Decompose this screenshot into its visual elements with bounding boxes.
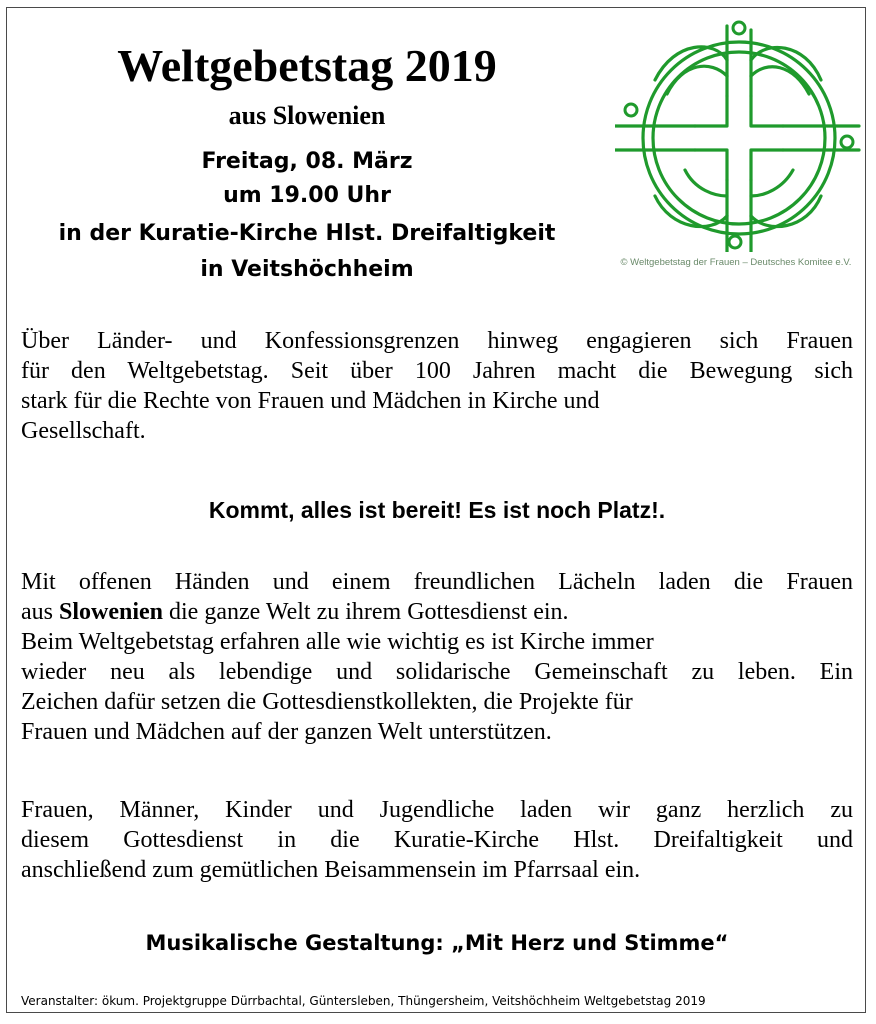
body-text: aus — [21, 599, 59, 625]
event-town: in Veitshöchheim — [200, 257, 414, 282]
body-text: die ganze Welt zu ihrem Gottesdienst ein. — [163, 599, 569, 625]
body-line — [21, 597, 853, 627]
invitation-paragraph — [21, 795, 853, 885]
motto-heading: Kommt, alles ist bereit! Es ist noch Platz!. — [208, 497, 666, 523]
body-line: Zeichen dafür setzen die Gottesdienstkollekten, die Projekte für — [21, 689, 633, 715]
intro-line: Über Länder- und Konfessionsgrenzen hinweg engagieren sich Frauen — [21, 328, 853, 354]
flyer-page — [6, 7, 866, 1013]
body-line: wieder neu als lebendige und solidarische Gemeinschaft zu leben. Ein — [21, 659, 853, 685]
event-date: Freitag, 08. März — [201, 149, 413, 174]
intro-line: für den Weltgebetstag. Seit über 100 Jahren macht die Bewegung sich — [21, 358, 853, 384]
country-name: Slowenien — [59, 599, 164, 625]
event-subtitle: aus Slowenien — [228, 101, 386, 130]
intro-line: Gesellschaft. — [21, 418, 146, 444]
logo-caption: © Weltgebetstag der Frauen – Deutsches Komitee e.V. — [620, 257, 852, 268]
invitation-line: diesem Gottesdienst in die Kuratie-Kirche Hlst. Dreifaltigkeit und — [21, 827, 853, 853]
organizer-footer: Veranstalter: ökum. Projektgruppe Dürrbachtal, Güntersleben, Thüngersheim, Veitshöchheim Weltgebetstag 2019 — [21, 994, 706, 1008]
weltgebetstag-cross-logo-icon — [615, 20, 863, 252]
invitation-line: Frauen, Männer, Kinder und Jugendliche laden wir ganz herzlich zu — [21, 797, 853, 823]
event-time: um 19.00 Uhr — [223, 183, 391, 208]
body-line: Mit offenen Händen und einem freundlichen Lächeln laden die Frauen — [21, 569, 853, 595]
body-line: Frauen und Mädchen auf der ganzen Welt unterstützen. — [21, 719, 552, 745]
intro-line: stark für die Rechte von Frauen und Mädchen in Kirche und — [21, 388, 600, 414]
music-credit: Musikalische Gestaltung: „Mit Herz und Stimme“ — [145, 931, 729, 955]
event-location: in der Kuratie-Kirche Hlst. Dreifaltigkeit — [58, 221, 556, 246]
event-title: Weltgebetstag 2019 — [117, 40, 497, 91]
intro-paragraph — [21, 326, 853, 446]
body-line: Beim Weltgebetstag erfahren alle wie wichtig es ist Kirche immer — [21, 629, 654, 655]
invitation-line: anschließend zum gemütlichen Beisammensein im Pfarrsaal ein. — [21, 857, 641, 883]
body-paragraph — [21, 567, 853, 747]
